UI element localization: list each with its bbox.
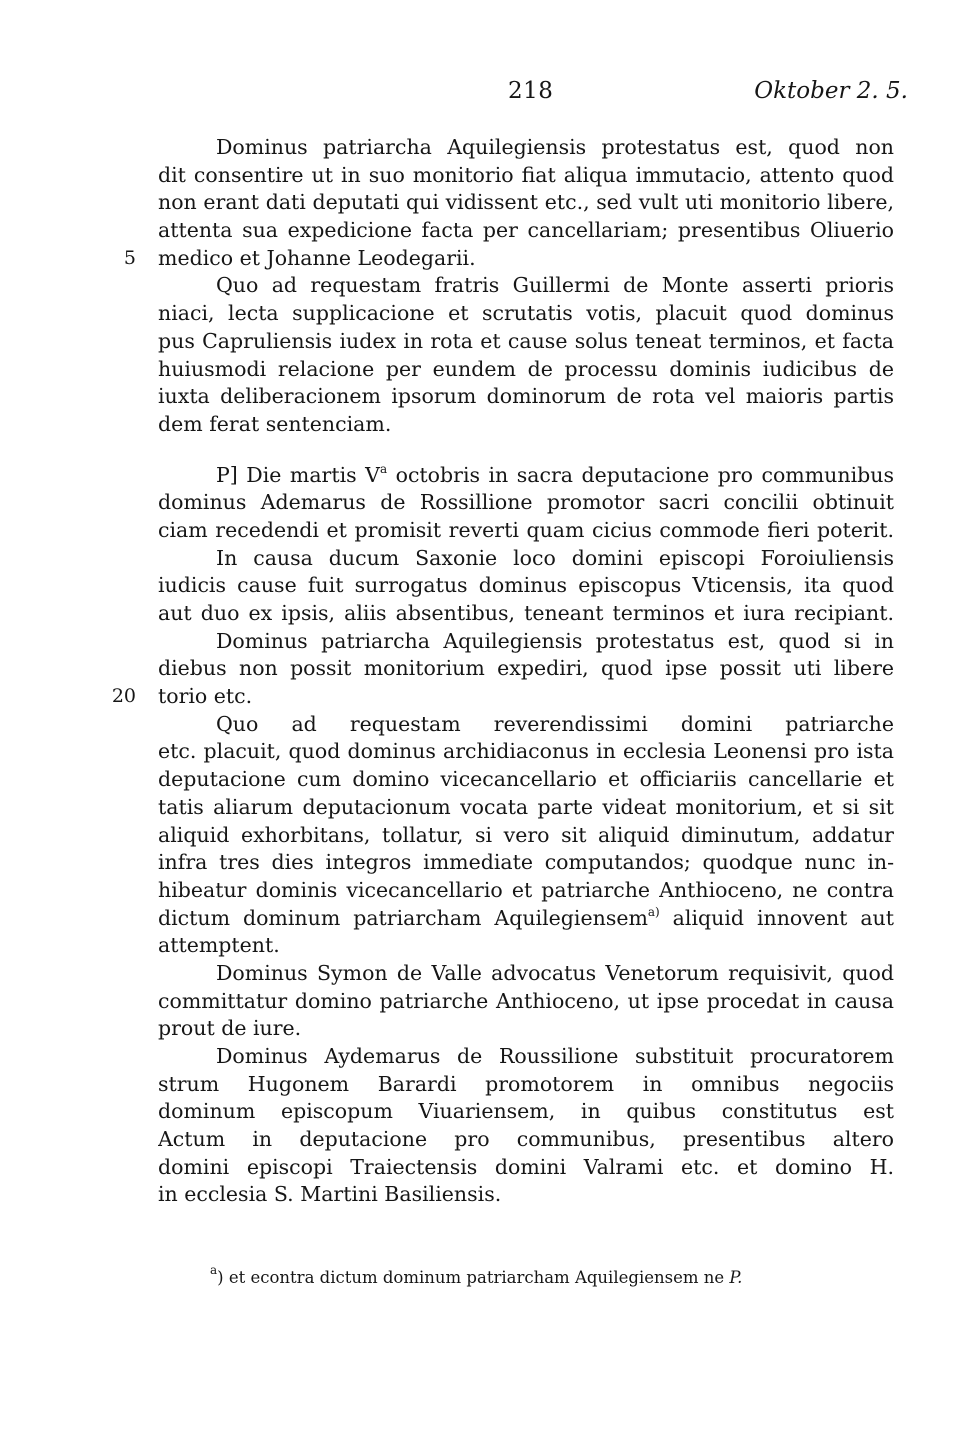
line-text-continued: aliquid innovent aut [659,905,894,930]
line-text: torio etc. [158,684,253,709]
line-text: etc. placuit, quod dominus archidiaconus in ecclesia Leonensi pro ista [158,739,894,764]
line-text: medico et Johanne Leodegarii. [158,245,476,270]
text-line [158,932,894,960]
page-number: 218 [508,78,554,104]
line-text: ciam recedendi et promisit reverti quam cicius commode fieri poterit. [158,517,894,542]
line-text: aliquid exhorbitans, tollatur, si vero sit aliquid diminutum, addatur [158,822,894,847]
line-text: dit consentire ut in suo monitorio fiat aliqua immutacio, attento quod [158,162,894,187]
line-text: Dominus Symon de Valle advocatus Venetorum requisivit, quod [216,960,894,985]
text-line [158,162,894,190]
text-line [158,411,894,439]
line-text: deputacione cum domino vicecancellario et officiariis cancellarie et [158,767,894,792]
text-line [158,960,894,988]
text-line [111,683,894,711]
text-line [158,822,894,850]
line-text: Quo ad requestam fratris Guillermi de Monte asserti prioris [216,273,894,298]
line-text: dictum dominum patriarcham Aquilegiensem [158,905,648,930]
text-line [123,245,894,273]
line-text: tatis aliarum deputacionum vocata parte videat monitorium, et si sit [158,794,894,819]
footnote [210,1263,743,1287]
text-line [158,1181,894,1209]
text-line [158,1126,894,1154]
line-text: dem ferat sentenciam. [158,411,392,436]
text-line [158,988,894,1016]
line-text: Quo ad requestam reverendissimi domini patriarche [216,711,894,736]
line-text: dominum episcopum Viuariensem, in quibus constitutus est [158,1099,894,1124]
line-text: iuxta deliberacionem ipsorum dominorum de rota vel maioris partis [158,384,894,409]
text-line [158,517,894,545]
text-line [158,383,894,411]
line-text: domini episcopi Traiectensis domini Valrami etc. et domino H. [158,1154,894,1179]
text-line [158,272,894,300]
text-line [158,217,894,245]
line-text: P] Die martis V [216,462,380,487]
page-header [158,78,908,114]
footnote-marker: a [210,1263,218,1277]
text-line [158,189,894,217]
text-line [158,711,894,739]
line-text: In causa ducum Saxonie loco domini episcopi Foroiuliensis [216,545,894,570]
text-line [158,738,894,766]
text-line [158,545,894,573]
line-text: committatur domino patriarche Anthioceno, ut ipse procedat in causa [158,988,894,1013]
line-text: attenta sua expedicione facta per cancellariam; presentibus Oliuerio [158,218,894,243]
text-line [158,766,894,794]
running-title: Oktober 2. 5. [754,78,908,104]
text-line [158,794,894,822]
line-number: 20 [111,685,136,708]
text-line [158,328,894,356]
text-line [158,849,894,877]
text-line [158,462,894,490]
text-line [158,1098,894,1126]
footnote-siglum: P. [729,1268,743,1287]
line-text: iudicis cause fuit surrogatus dominus episcopus Vticensis, ita quod [158,573,894,598]
section-gap [158,439,894,462]
line-text: diebus non possit monitorium expediri, quod ipse possit uti libere [158,656,894,681]
line-text: huiusmodi relacione per eundem de processu dominis iudicibus de [158,356,894,381]
text-line [158,1154,894,1182]
line-text: Dominus patriarcha Aquilegiensis protestatus est, quod si in [216,628,894,653]
superscript-mark: a) [647,904,660,919]
line-text: pus Capruliensis iudex in rota et cause solus teneat terminos, et facta [158,328,894,353]
text-line [158,572,894,600]
text-line [158,628,894,656]
text-line [158,489,894,517]
line-text-continued: octobris in sacra deputacione pro communibus [387,462,894,487]
line-number: 5 [123,246,136,269]
text-line [158,600,894,628]
text-line [158,905,894,933]
line-text: in ecclesia S. Martini Basiliensis. [158,1182,502,1207]
line-text: strum Hugonem Barardi promotorem in omnibus negociis [158,1071,894,1096]
line-text: niaci, lecta supplicacione et scrutatis votis, placuit quod dominus [158,301,894,326]
text-line [158,1043,894,1071]
superscript-mark: a [379,461,388,476]
text-line [158,655,894,683]
text-line [158,1071,894,1099]
line-text: Actum in deputacione pro communibus, presentibus altero [158,1127,894,1152]
footnote-text: ) et econtra dictum dominum patriarcham Aquilegiensem ne [217,1268,730,1287]
line-text: Dominus patriarcha Aquilegiensis protestatus est, quod non [216,135,894,159]
line-text: aut duo ex ipsis, aliis absentibus, teneant terminos et iura recipiant. [158,601,894,625]
line-text: non erant dati deputati qui vidissent etc., sed vult uti monitorio libere, [158,190,894,215]
main-text [111,134,894,1209]
line-text: Dominus Aydemarus de Roussilione substituit procuratorem [216,1044,894,1068]
text-line [158,1015,894,1043]
text-line [158,356,894,384]
line-text: dominus Ademarus de Rossillione promotor sacri concilii obtinuit [158,490,894,515]
line-text: prout de iure. [158,1016,302,1041]
line-text: hibeatur dominis vicecancellario et patriarche Anthioceno, ne contra [158,877,894,902]
line-text: attemptent. [158,933,280,958]
line-text: infra tres dies integros immediate computandos; quodque nunc in- [158,850,894,875]
text-line [158,877,894,905]
text-line [158,300,894,328]
text-line [158,134,894,162]
